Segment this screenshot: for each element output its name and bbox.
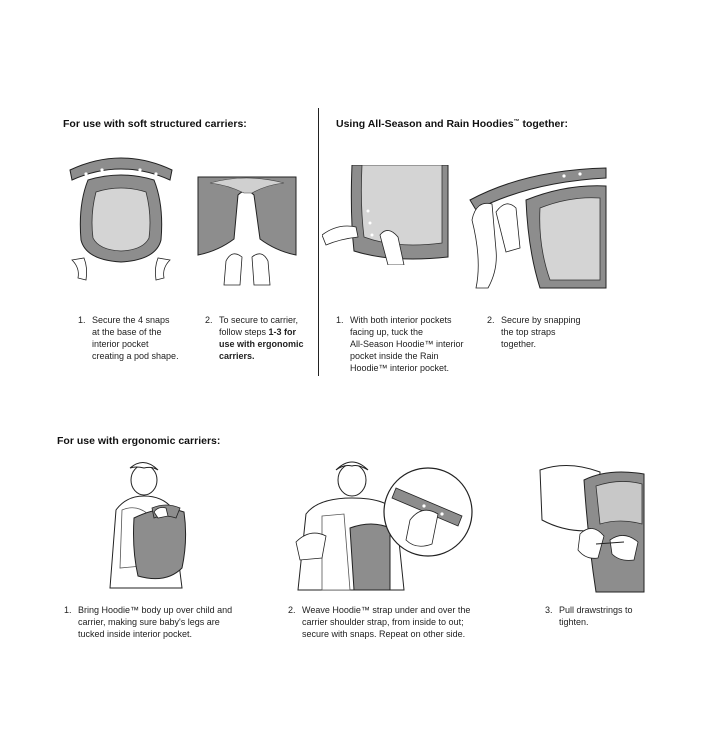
soft-step-1 — [78, 314, 198, 364]
step-line-text: follow steps — [219, 327, 269, 337]
tuck-pockets-illustration — [322, 165, 450, 265]
step-line: tucked inside interior pocket. — [78, 629, 193, 639]
soft-step-2 — [205, 314, 315, 364]
soft-carriers-heading: For use with soft structured carriers: — [63, 118, 247, 130]
step-text — [501, 314, 581, 350]
step-line: Secure the 4 snaps — [92, 315, 170, 325]
ergonomic-carriers-heading: For use with ergonomic carriers: — [57, 435, 221, 447]
drawstring-illustration — [538, 460, 646, 598]
step-text — [219, 314, 304, 362]
step-line: carrier, making sure baby's legs are — [78, 617, 220, 627]
step-number: 1. — [64, 605, 72, 615]
step-line: interior pocket — [92, 339, 149, 349]
ergo-step-3 — [545, 604, 655, 630]
step-text — [78, 604, 232, 640]
trademark-mark: ™ — [513, 119, 520, 125]
together-heading — [336, 118, 568, 130]
step-line: Weave Hoodie™ strap under and over the — [302, 605, 471, 615]
step-line: Secure by snapping — [501, 315, 581, 325]
step-line: tighten. — [559, 617, 589, 627]
step-line: Bring Hoodie™ body up over child and — [78, 605, 233, 615]
step-line — [219, 326, 304, 338]
step-number: 1. — [78, 315, 86, 325]
step-line: carrier shoulder strap, from inside to out; — [302, 617, 464, 627]
together-step-2 — [487, 314, 597, 352]
together-heading-text: Using All-Season and Rain Hoodies — [336, 118, 514, 130]
step-line: Hoodie™ interior pocket. — [350, 363, 450, 373]
together-heading-suffix: together: — [519, 118, 568, 130]
step-line: facing up, tuck the — [350, 327, 424, 337]
step-line-bold: 1-3 for — [268, 327, 297, 337]
step-text — [302, 604, 470, 640]
step-text — [559, 604, 633, 628]
step-number: 2. — [288, 605, 296, 615]
weave-strap-illustration — [292, 458, 482, 598]
step-number: 2. — [487, 315, 495, 325]
together-step-1 — [336, 314, 476, 376]
step-line: creating a pod shape. — [92, 351, 179, 361]
step-line: pocket inside the Rain — [350, 351, 439, 361]
step-line: at the base of the — [92, 327, 162, 337]
ergo-step-1 — [64, 604, 264, 642]
step-line: To secure to carrier, — [219, 315, 299, 325]
step-number: 3. — [545, 605, 553, 615]
carrier-attach-illustration — [196, 175, 300, 287]
step-line: With both interior pockets — [350, 315, 452, 325]
step-line: Pull drawstrings to — [559, 605, 633, 615]
snap-straps-illustration — [466, 160, 608, 290]
step-number: 1. — [336, 315, 344, 325]
step-line-bold: use with ergonomic — [219, 339, 304, 349]
section-divider — [318, 108, 319, 376]
step-text — [350, 314, 464, 374]
step-text — [92, 314, 179, 362]
step-line: the top straps — [501, 327, 556, 337]
hoodie-over-child-illustration — [96, 460, 208, 602]
step-line: secure with snaps. Repeat on other side. — [302, 629, 466, 639]
step-line: All-Season Hoodie™ interior — [350, 339, 464, 349]
pod-shape-illustration — [66, 150, 176, 285]
step-line: together. — [501, 339, 537, 349]
step-number: 2. — [205, 315, 213, 325]
ergo-step-2 — [288, 604, 498, 642]
step-line-bold: carriers. — [219, 351, 255, 361]
